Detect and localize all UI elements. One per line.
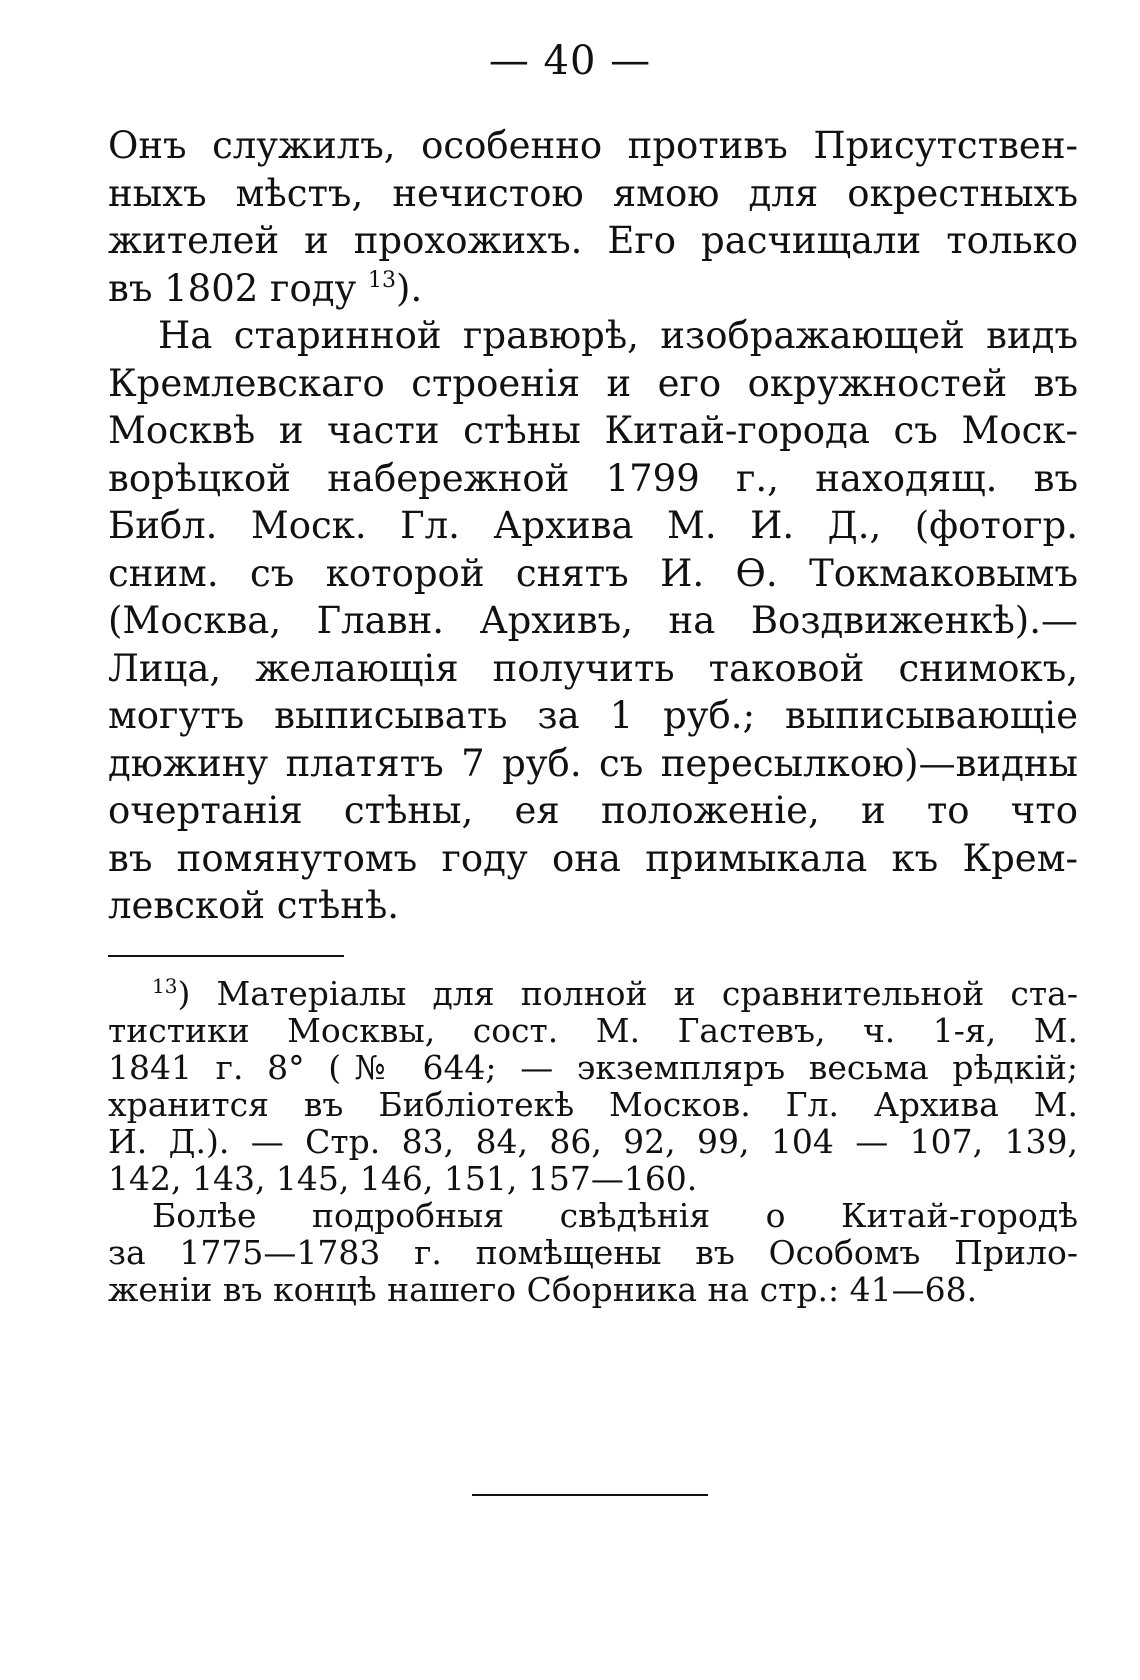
footnotes (108, 975, 1078, 1308)
footnote-line: тистики Москвы, сост. М. Гастевъ, ч. 1-я, М. (108, 1011, 1078, 1050)
footnote-extra-line: Болѣе подробныя свѣдѣнія о Китай-городѣ (152, 1196, 1078, 1235)
paragraph-2-line: сним. съ которой снятъ И. Ѳ. Токмаковымъ (108, 551, 1078, 595)
footnote-extra-line: за 1775—1783 г. помѣщены въ Особомъ Прило- (108, 1233, 1078, 1272)
footnote-marker: 13 (152, 974, 178, 998)
paragraph-2-line: (Москва, Главн. Архивъ, на Воздвиженкѣ).— (108, 599, 1078, 642)
footnote-line: И. Д.). — Стр. 83, 84, 86, 92, 99, 104 — 107, 139, (108, 1122, 1078, 1161)
paragraph-2-line: левской стѣнѣ. (108, 884, 400, 927)
paragraph-2-line: Лица, желающія получить таковой снимокъ, (108, 646, 1078, 690)
footnote-line: 142, 143, 145, 146, 151, 157—160. (108, 1159, 698, 1198)
page-number: — 40 — (488, 38, 652, 84)
paragraph-2-line: Библ. Моск. Гл. Архива М. И. Д., (фотогр. (108, 504, 1078, 547)
paragraph-1-last-line (108, 265, 1078, 313)
footnote-first-line (108, 975, 1078, 1012)
paragraph-2-line: очертанія стѣны, ея положеніе, и то что (108, 789, 1078, 832)
paragraph-2-line: На старинной гравюрѣ, изображающей видъ (158, 314, 1078, 357)
main-text (108, 122, 1078, 930)
paragraph-2-line: могутъ выписывать за 1 руб.; выписывающіе (108, 694, 1078, 737)
paragraph-1-line: ныхъ мѣстъ, нечистою ямою для окрестныхъ (108, 171, 1078, 215)
footnote-reference: 13 (368, 267, 397, 293)
paragraph-1-line: въ 1802 году (108, 266, 357, 310)
footnote-line: хранится въ Библіотекѣ Москов. Гл. Архива М. (108, 1085, 1078, 1124)
paragraph-1-tail: ). (396, 266, 423, 310)
paragraph-2-line: дюжину платятъ 7 руб. съ пересылкою)—видны (108, 741, 1078, 785)
footnote-line: Матеріалы для полной и сравнительной ста- (216, 974, 1078, 1013)
paragraph-2-line: ворѣцкой набережной 1799 г., находящ. въ (108, 456, 1078, 500)
paragraph-1-line: жителей и прохожихъ. Его расчищали только (108, 219, 1078, 262)
paragraph-2-line: въ помянутомъ году она примыкала къ Крем- (108, 836, 1078, 880)
paragraph-1-line: Онъ служилъ, особенно противъ Присутствен- (108, 124, 1078, 167)
paragraph-2-line: Москвѣ и части стѣны Китай-города съ Моск- (108, 409, 1078, 452)
footnote-extra-line: женіи въ концѣ нашего Сборника на стр.: 41—68. (108, 1270, 978, 1309)
footnote-line: 1841 г. 8° (№ 644; — экземпляръ весьма рѣдкій; (108, 1048, 1078, 1087)
footnote-separator (108, 955, 344, 957)
paragraph-2-line: Кремлевскаго строенія и его окружностей въ (108, 361, 1078, 405)
end-separator (472, 1494, 708, 1496)
footnote-marker-close: ) (177, 974, 191, 1013)
